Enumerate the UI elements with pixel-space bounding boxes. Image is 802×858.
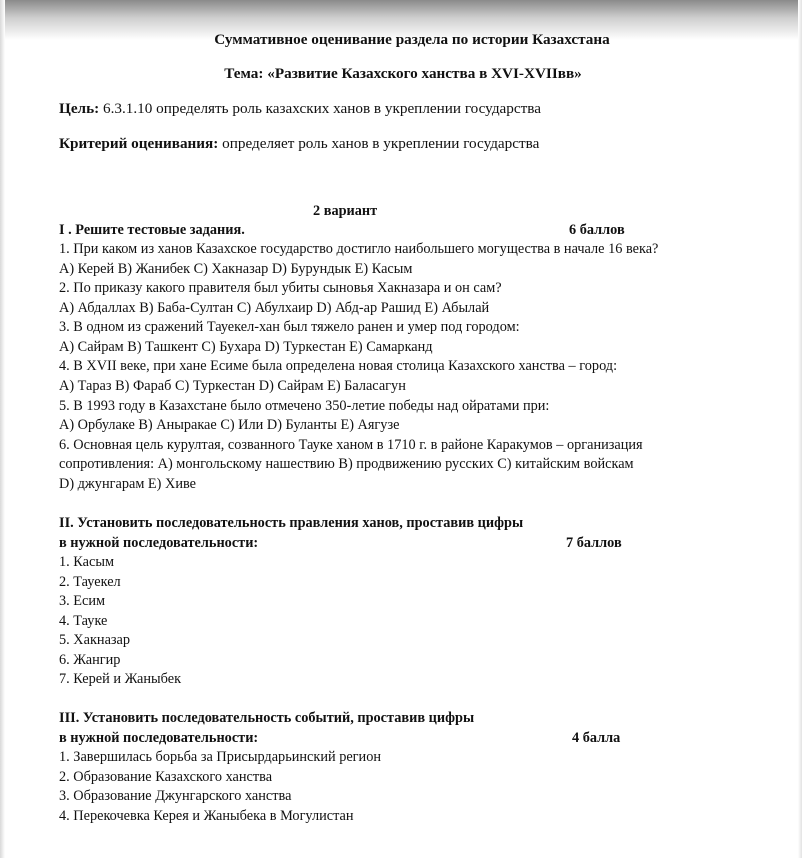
document-title: Суммативное оценивание раздела по истории Казахстана — [214, 31, 610, 48]
section1-points: 6 баллов — [569, 222, 625, 238]
question-line: 6. Основная цель курултая, созванного Тауке ханом в 1710 г. в районе Каракумов – организация — [59, 437, 643, 453]
question-line: 3. В одном из сражений Тауекел-хан был тяжело ранен и умер под городом: — [59, 319, 520, 335]
list-item: 6. Жангир — [59, 652, 121, 668]
goal-label: Цель: — [59, 100, 100, 117]
criteria-line — [59, 135, 539, 153]
list-item: 2. Тауекел — [59, 574, 121, 590]
criteria-label: Критерий оценивания: — [59, 135, 219, 152]
section1-heading: I . Решите тестовые задания. — [59, 222, 245, 238]
page-edge-left — [0, 0, 5, 858]
section2-heading-cont: в нужной последовательности: — [59, 535, 259, 551]
answer-line: А) Сайрам В) Ташкент С) Бухара D) Туркестан Е) Самарканд — [59, 339, 433, 355]
goal-line — [59, 100, 541, 118]
answer-line: А) Абдаллах В) Баба-Султан С) Абулхаир D) Абд-ар Рашид Е) Абылай — [59, 300, 490, 316]
criteria-text: определяет роль ханов в укреплении государства — [218, 135, 540, 152]
answer-line: А) Орбулаке В) Аныракае С) Или D) Буланты Е) Аягузе — [59, 417, 400, 433]
list-item: 1. Касым — [59, 554, 114, 570]
page-edge-right — [798, 0, 802, 858]
list-item: 7. Керей и Жаныбек — [59, 671, 182, 687]
list-item: 3. Образование Джунгарского ханства — [59, 788, 292, 804]
question-line: 2. По приказу какого правителя был убиты сыновья Хакназара и он сам? — [59, 280, 502, 296]
topic: Тема: «Развитие Казахского ханства в XVI-XVIIвв» — [224, 65, 582, 82]
goal-text: 6.3.1.10 определять роль казахских ханов в укреплении государства — [99, 100, 541, 117]
question-line: сопротивления: А) монгольскому нашествию В) продвижению русских С) китайским войскам — [59, 456, 634, 472]
question-line: 4. В XVII веке, при хане Есиме была определена новая столица Казахского ханства – город: — [59, 358, 618, 374]
question-line: 5. В 1993 году в Казахстане было отмечено 350-летие победы над ойратами при: — [59, 398, 550, 414]
answer-line: А) Тараз В) Фараб С) Туркестан D) Сайрам Е) Баласагун — [59, 378, 406, 394]
section3-heading-cont: в нужной последовательности: — [59, 730, 259, 746]
section3-heading: III. Установить последовательность событий, проставив цифры — [59, 710, 475, 726]
list-item: 2. Образование Казахского ханства — [59, 769, 273, 785]
answer-line: А) Керей В) Жанибек С) Хакназар D) Бурундык Е) Касым — [59, 261, 413, 277]
section2-heading: II. Установить последовательность правления ханов, проставив цифры — [59, 515, 524, 531]
section3-points: 4 балла — [572, 730, 621, 746]
answer-line: D) джунгарам Е) Хиве — [59, 476, 196, 492]
question-line: 1. При каком из ханов Казахское государство достигло наибольшего могущества в начале 16 века? — [59, 241, 659, 257]
list-item: 1. Завершилась борьба за Присырдарьинский регион — [59, 749, 382, 765]
list-item: 4. Перекочевка Керея и Жаныбека в Могулистан — [59, 808, 354, 824]
list-item: 3. Есим — [59, 593, 106, 609]
list-item: 5. Хакназар — [59, 632, 131, 648]
list-item: 4. Тауке — [59, 613, 108, 629]
variant-label: 2 вариант — [313, 203, 378, 219]
section2-points: 7 баллов — [566, 535, 622, 551]
